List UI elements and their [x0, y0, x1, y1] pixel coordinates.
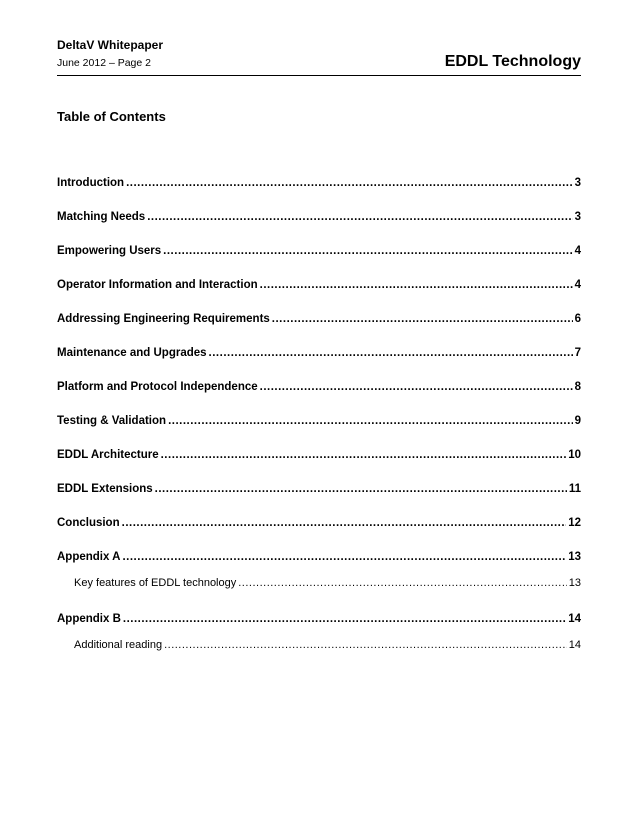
toc-entry-platform-independence[interactable] — [57, 380, 581, 394]
table-of-contents — [57, 176, 581, 652]
toc-entry-page: 4 — [574, 245, 581, 257]
toc-entry-introduction[interactable] — [57, 176, 581, 190]
toc-entry-maintenance-upgrades[interactable] — [57, 346, 581, 360]
toc-heading: Table of Contents — [57, 109, 166, 124]
document-title: EDDL Technology — [444, 53, 581, 70]
toc-subentry-additional-reading[interactable] — [74, 638, 581, 652]
toc-entry-title: Maintenance and Upgrades — [57, 347, 207, 359]
toc-leader-dots — [260, 278, 573, 292]
toc-entry-title: Additional reading — [74, 639, 163, 651]
toc-leader-dots — [155, 482, 567, 496]
toc-entry-page: 14 — [568, 613, 581, 625]
header-divider — [57, 75, 581, 76]
toc-entry-title: Matching Needs — [57, 211, 146, 223]
toc-subentry-key-features[interactable] — [74, 576, 581, 590]
toc-leader-dots — [161, 448, 567, 462]
toc-leader-dots — [123, 612, 566, 626]
toc-entry-matching-needs[interactable] — [57, 210, 581, 224]
toc-entry-page: 11 — [568, 483, 581, 495]
brand-label: DeltaV Whitepaper — [57, 38, 164, 52]
toc-entry-page: 10 — [568, 449, 581, 461]
toc-entry-title: Operator Information and Interaction — [57, 279, 258, 291]
toc-entry-operator-information[interactable] — [57, 278, 581, 292]
toc-leader-dots — [147, 210, 572, 224]
toc-entry-page: 13 — [568, 577, 581, 589]
toc-entry-eddl-extensions[interactable] — [57, 482, 581, 496]
date-page-label: June 2012 – Page 2 — [57, 57, 151, 69]
toc-entry-page: 8 — [574, 381, 581, 393]
toc-leader-dots — [209, 346, 573, 360]
toc-entry-conclusion[interactable] — [57, 516, 581, 530]
toc-leader-dots — [168, 414, 573, 428]
toc-entry-page: 6 — [574, 313, 581, 325]
toc-entry-page: 14 — [568, 639, 581, 651]
toc-leader-dots — [163, 244, 572, 258]
toc-entry-appendix-a[interactable] — [57, 550, 581, 564]
toc-leader-dots — [238, 576, 567, 590]
toc-entry-engineering-requirements[interactable] — [57, 312, 581, 326]
toc-entry-title: Addressing Engineering Requirements — [57, 313, 270, 325]
toc-entry-title: Conclusion — [57, 517, 120, 529]
toc-entry-title: Appendix A — [57, 551, 121, 563]
toc-entry-appendix-b[interactable] — [57, 612, 581, 626]
toc-entry-title: Testing & Validation — [57, 415, 167, 427]
toc-entry-title: EDDL Architecture — [57, 449, 159, 461]
toc-entry-empowering-users[interactable] — [57, 244, 581, 258]
toc-entry-page: 3 — [574, 211, 581, 223]
toc-leader-dots — [122, 516, 567, 530]
toc-entry-page: 4 — [574, 279, 581, 291]
toc-entry-page: 13 — [568, 551, 581, 563]
toc-entry-title: Introduction — [57, 177, 125, 189]
toc-entry-title: Key features of EDDL technology — [74, 577, 237, 589]
toc-entry-page: 9 — [574, 415, 581, 427]
toc-entry-eddl-architecture[interactable] — [57, 448, 581, 462]
toc-leader-dots — [164, 638, 567, 652]
toc-leader-dots — [272, 312, 573, 326]
toc-entry-title: EDDL Extensions — [57, 483, 153, 495]
page-header — [57, 38, 581, 78]
toc-leader-dots — [260, 380, 573, 394]
toc-entry-page: 7 — [574, 347, 581, 359]
toc-entry-page: 3 — [574, 177, 581, 189]
toc-entry-title: Empowering Users — [57, 245, 162, 257]
toc-leader-dots — [122, 550, 566, 564]
toc-entry-page: 12 — [568, 517, 581, 529]
toc-entry-title: Appendix B — [57, 613, 121, 625]
toc-entry-testing-validation[interactable] — [57, 414, 581, 428]
toc-entry-title: Platform and Protocol Independence — [57, 381, 258, 393]
toc-leader-dots — [126, 176, 573, 190]
